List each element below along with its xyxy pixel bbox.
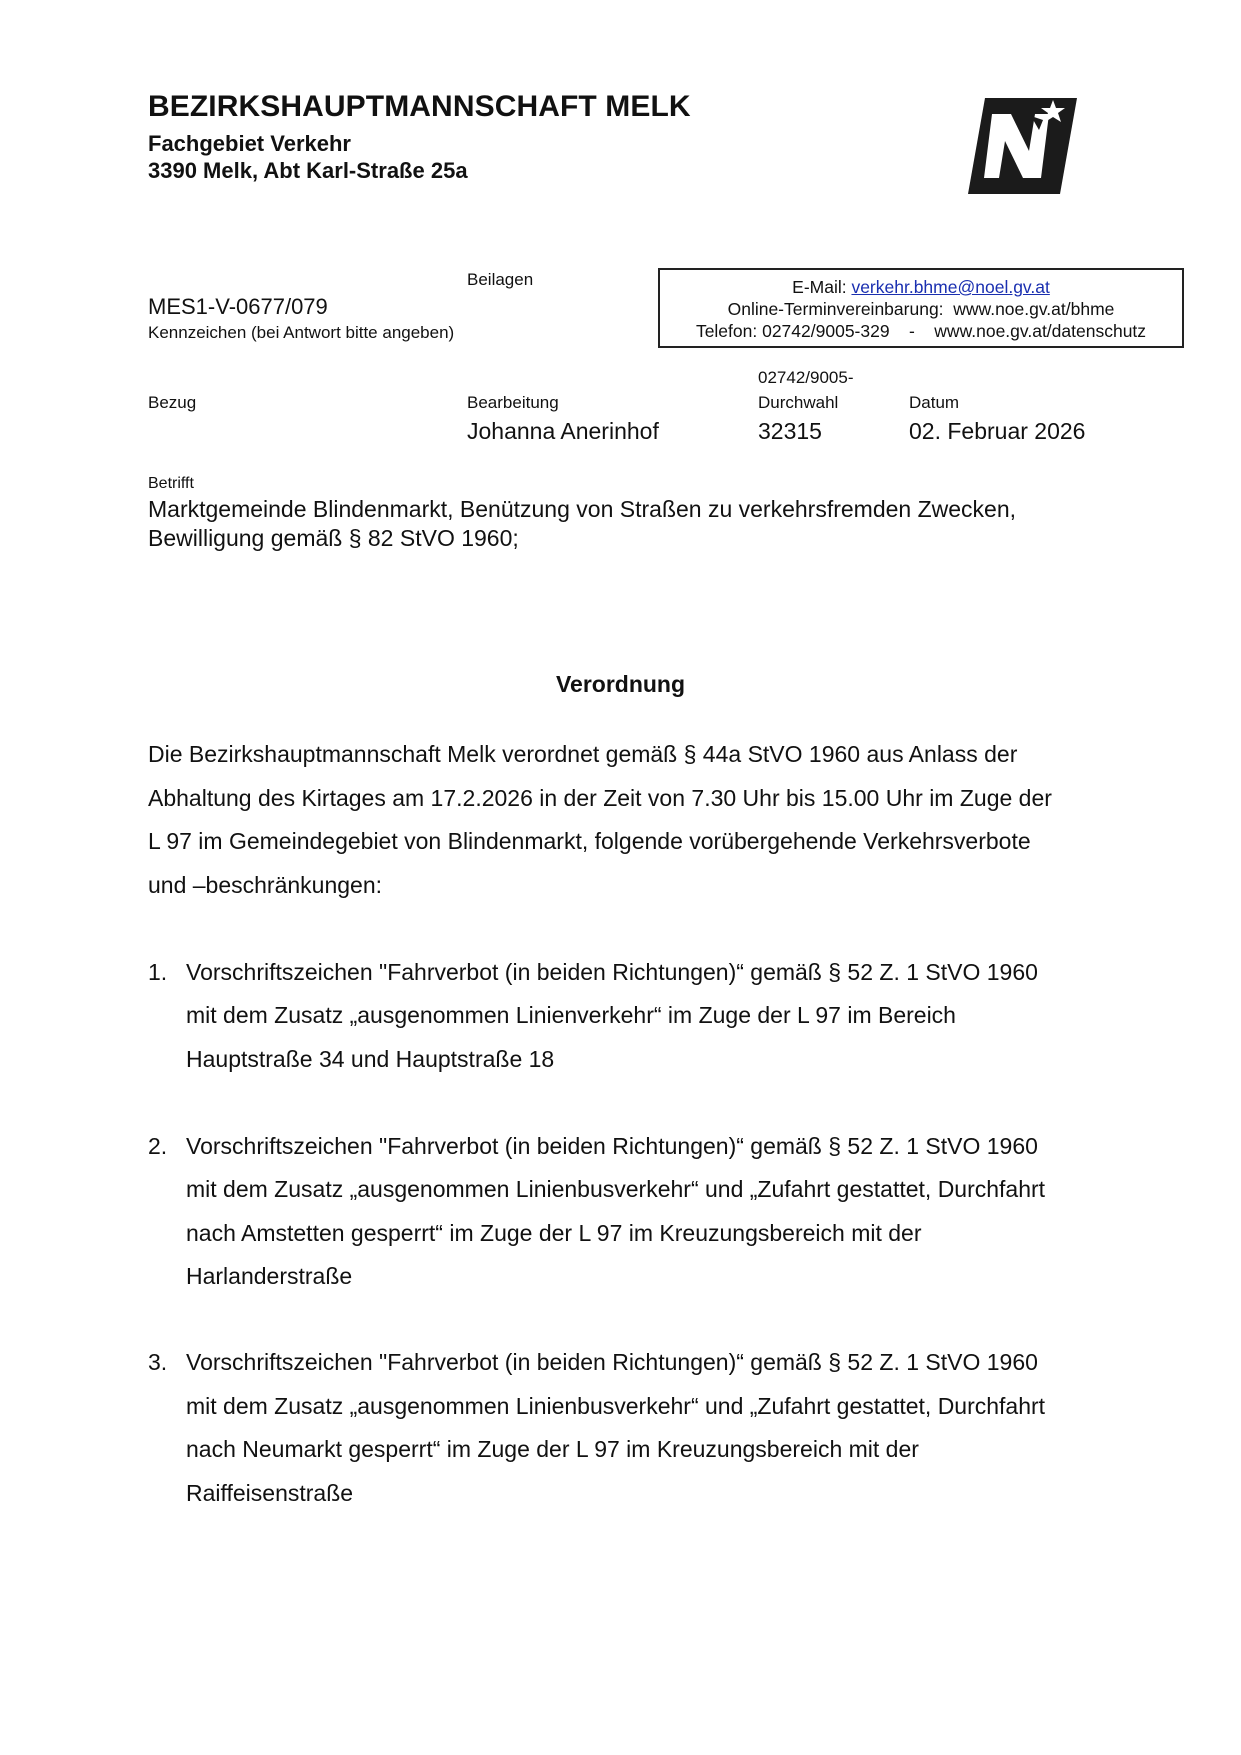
intro-line: Abhaltung des Kirtages am 17.2.2026 in der Zeit von 7.30 Uhr bis 15.00 Uhr im Zuge der [148,785,1052,811]
intro-line: und –beschränkungen: [148,872,383,898]
item-line: nach Neumarkt gesperrt“ im Zuge der L 97 im Kreuzungsbereich mit der [186,1436,919,1462]
email-link[interactable]: verkehr.bhme@noel.gv.at [851,277,1050,297]
datum-value: 02. Februar 2026 [909,418,1086,444]
item-number: 3. [148,1349,168,1375]
item-line: Harlanderstraße [186,1263,353,1289]
subject-label: Betrifft [148,475,194,492]
bearbeitung-label: Bearbeitung [467,393,559,412]
reference-number-label: Kennzeichen (bei Antwort bitte angeben) [148,323,455,342]
item-line: mit dem Zusatz „ausgenommen Linienbusverkehr“ und „Zufahrt gestattet, Durchfahrt [186,1393,1046,1419]
beilagen-label: Beilagen [467,270,534,289]
subject-line: Marktgemeinde Blindenmarkt, Benützung von Straßen zu verkehrsfremden Zwecken, [148,496,1017,522]
noe-logo-icon [965,96,1080,196]
item-line: Vorschriftszeichen "Fahrverbot (in beiden Richtungen)“ gemäß § 52 Z. 1 StVO 1960 [186,1133,1038,1159]
intro-line: Die Bezirkshauptmannschaft Melk verordnet gemäß § 44a StVO 1960 aus Anlass der [148,741,1018,767]
contact-box [658,268,1184,348]
phone-row: Telefon: 02742/9005-329 - www.noe.gv.at/datenschutz [695,321,1147,341]
subject-line: Bewilligung gemäß § 82 StVO 1960; [148,525,519,551]
email-row [660,276,1182,298]
item-line: Hauptstraße 34 und Hauptstraße 18 [186,1046,555,1072]
organization-address: 3390 Melk, Abt Karl-Straße 25a [148,158,468,183]
document-heading: Verordnung [555,671,686,697]
item-line: mit dem Zusatz „ausgenommen Linienverkehr“ im Zuge der L 97 im Bereich [186,1002,956,1028]
reference-number: MES1-V-0677/079 [148,294,328,319]
durchwahl-value: 32315 [758,418,822,444]
item-line: nach Amstetten gesperrt“ im Zuge der L 97 im Kreuzungsbereich mit der [186,1220,922,1246]
booking-row: Online-Terminvereinbarung: www.noe.gv.at/bhme [727,299,1115,319]
item-number: 2. [148,1133,168,1159]
organization-name: BEZIRKSHAUPTMANNSCHAFT MELK [148,90,691,123]
durchwahl-prefix: 02742/9005- [758,368,854,387]
email-label: E-Mail: [792,277,852,297]
durchwahl-label: Durchwahl [758,393,839,412]
item-number: 1. [148,959,168,985]
item-line: Raiffeisenstraße [186,1480,354,1506]
bearbeitung-value: Johanna Anerinhof [467,418,659,444]
item-line: mit dem Zusatz „ausgenommen Linienbusverkehr“ und „Zufahrt gestattet, Durchfahrt [186,1176,1046,1202]
department-name: Fachgebiet Verkehr [148,131,351,156]
intro-line: L 97 im Gemeindegebiet von Blindenmarkt, folgende vorübergehende Verkehrsverbote [148,828,1031,854]
item-line: Vorschriftszeichen "Fahrverbot (in beiden Richtungen)“ gemäß § 52 Z. 1 StVO 1960 [186,959,1038,985]
datum-label: Datum [909,393,960,412]
item-line: Vorschriftszeichen "Fahrverbot (in beiden Richtungen)“ gemäß § 52 Z. 1 StVO 1960 [186,1349,1038,1375]
bezug-label: Bezug [148,393,197,412]
